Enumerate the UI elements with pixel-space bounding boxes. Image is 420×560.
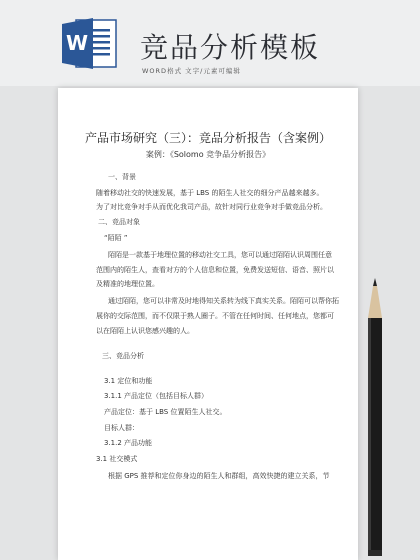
document-case-line: 案例：《Solomo 竞争品分析报告》 bbox=[145, 150, 271, 159]
template-header bbox=[0, 0, 420, 86]
body-line: 以在陌陌上认识您感兴趣的人。 bbox=[96, 327, 194, 335]
document-title: 产品市场研究（三）：竞品分析报告（含案例） bbox=[84, 131, 331, 145]
body-line: 为了对比竞争对手从而优化我司产品，故针对同行业竞争对手做竞品分析。 bbox=[96, 203, 327, 211]
subsection-heading: 3.1 社交模式 bbox=[96, 455, 138, 463]
body-line: 及精准的地理位置。 bbox=[96, 280, 159, 288]
section-heading-competitor: 二、竞品对象 bbox=[98, 218, 140, 226]
body-line: 范围内的陌生人，查看对方的个人信息和位置，免费发送短信、语音、照片以 bbox=[96, 266, 334, 274]
pencil-decoration bbox=[362, 278, 388, 556]
section-heading-background: 一、背景 bbox=[108, 173, 136, 181]
word-doc-icon bbox=[60, 16, 120, 71]
word-icon-letter: W bbox=[65, 31, 89, 55]
body-line: 通过陌陌，您可以非常及时地得知关系转为线下真实关系。陌陌可以帮你拓 bbox=[108, 297, 339, 305]
template-subtitle: WORD格式 文字/元素可编辑 bbox=[142, 67, 241, 75]
body-line: 根据 GPS 推荐和定位你身边的陌生人和群组，高效快捷的建立关系，节 bbox=[108, 472, 330, 480]
body-line: 随着移动社交的快速发展，基于 LBS 的陌生人社交的细分产品越来越多。 bbox=[96, 189, 324, 197]
subsection-heading: 3.1 定位和功能 bbox=[104, 377, 153, 385]
competitor-name: “陌陌 ” bbox=[104, 234, 128, 242]
subsection-heading: 3.1.1 产品定位（包括目标人群） bbox=[104, 392, 209, 400]
body-line: 展你的交际范围，而不仅限于熟人圈子。不管在任何时间、任何地点，您都可 bbox=[96, 312, 334, 320]
body-line: 产品定位：基于 LBS 位置陌生人社交。 bbox=[104, 408, 227, 416]
pencil-graphic bbox=[362, 278, 388, 556]
document-page bbox=[58, 88, 358, 560]
section-heading-analysis: 三、竞品分析 bbox=[102, 352, 144, 360]
body-line: 目标人群： bbox=[104, 424, 139, 432]
template-title: 竞品分析模板 bbox=[140, 31, 321, 64]
word-doc-icon-graphic bbox=[60, 16, 120, 71]
subsection-heading: 3.1.2 产品功能 bbox=[104, 439, 153, 447]
body-line: 陌陌是一款基于地理位置的移动社交工具，您可以通过陌陌认识周围任意 bbox=[108, 251, 332, 259]
